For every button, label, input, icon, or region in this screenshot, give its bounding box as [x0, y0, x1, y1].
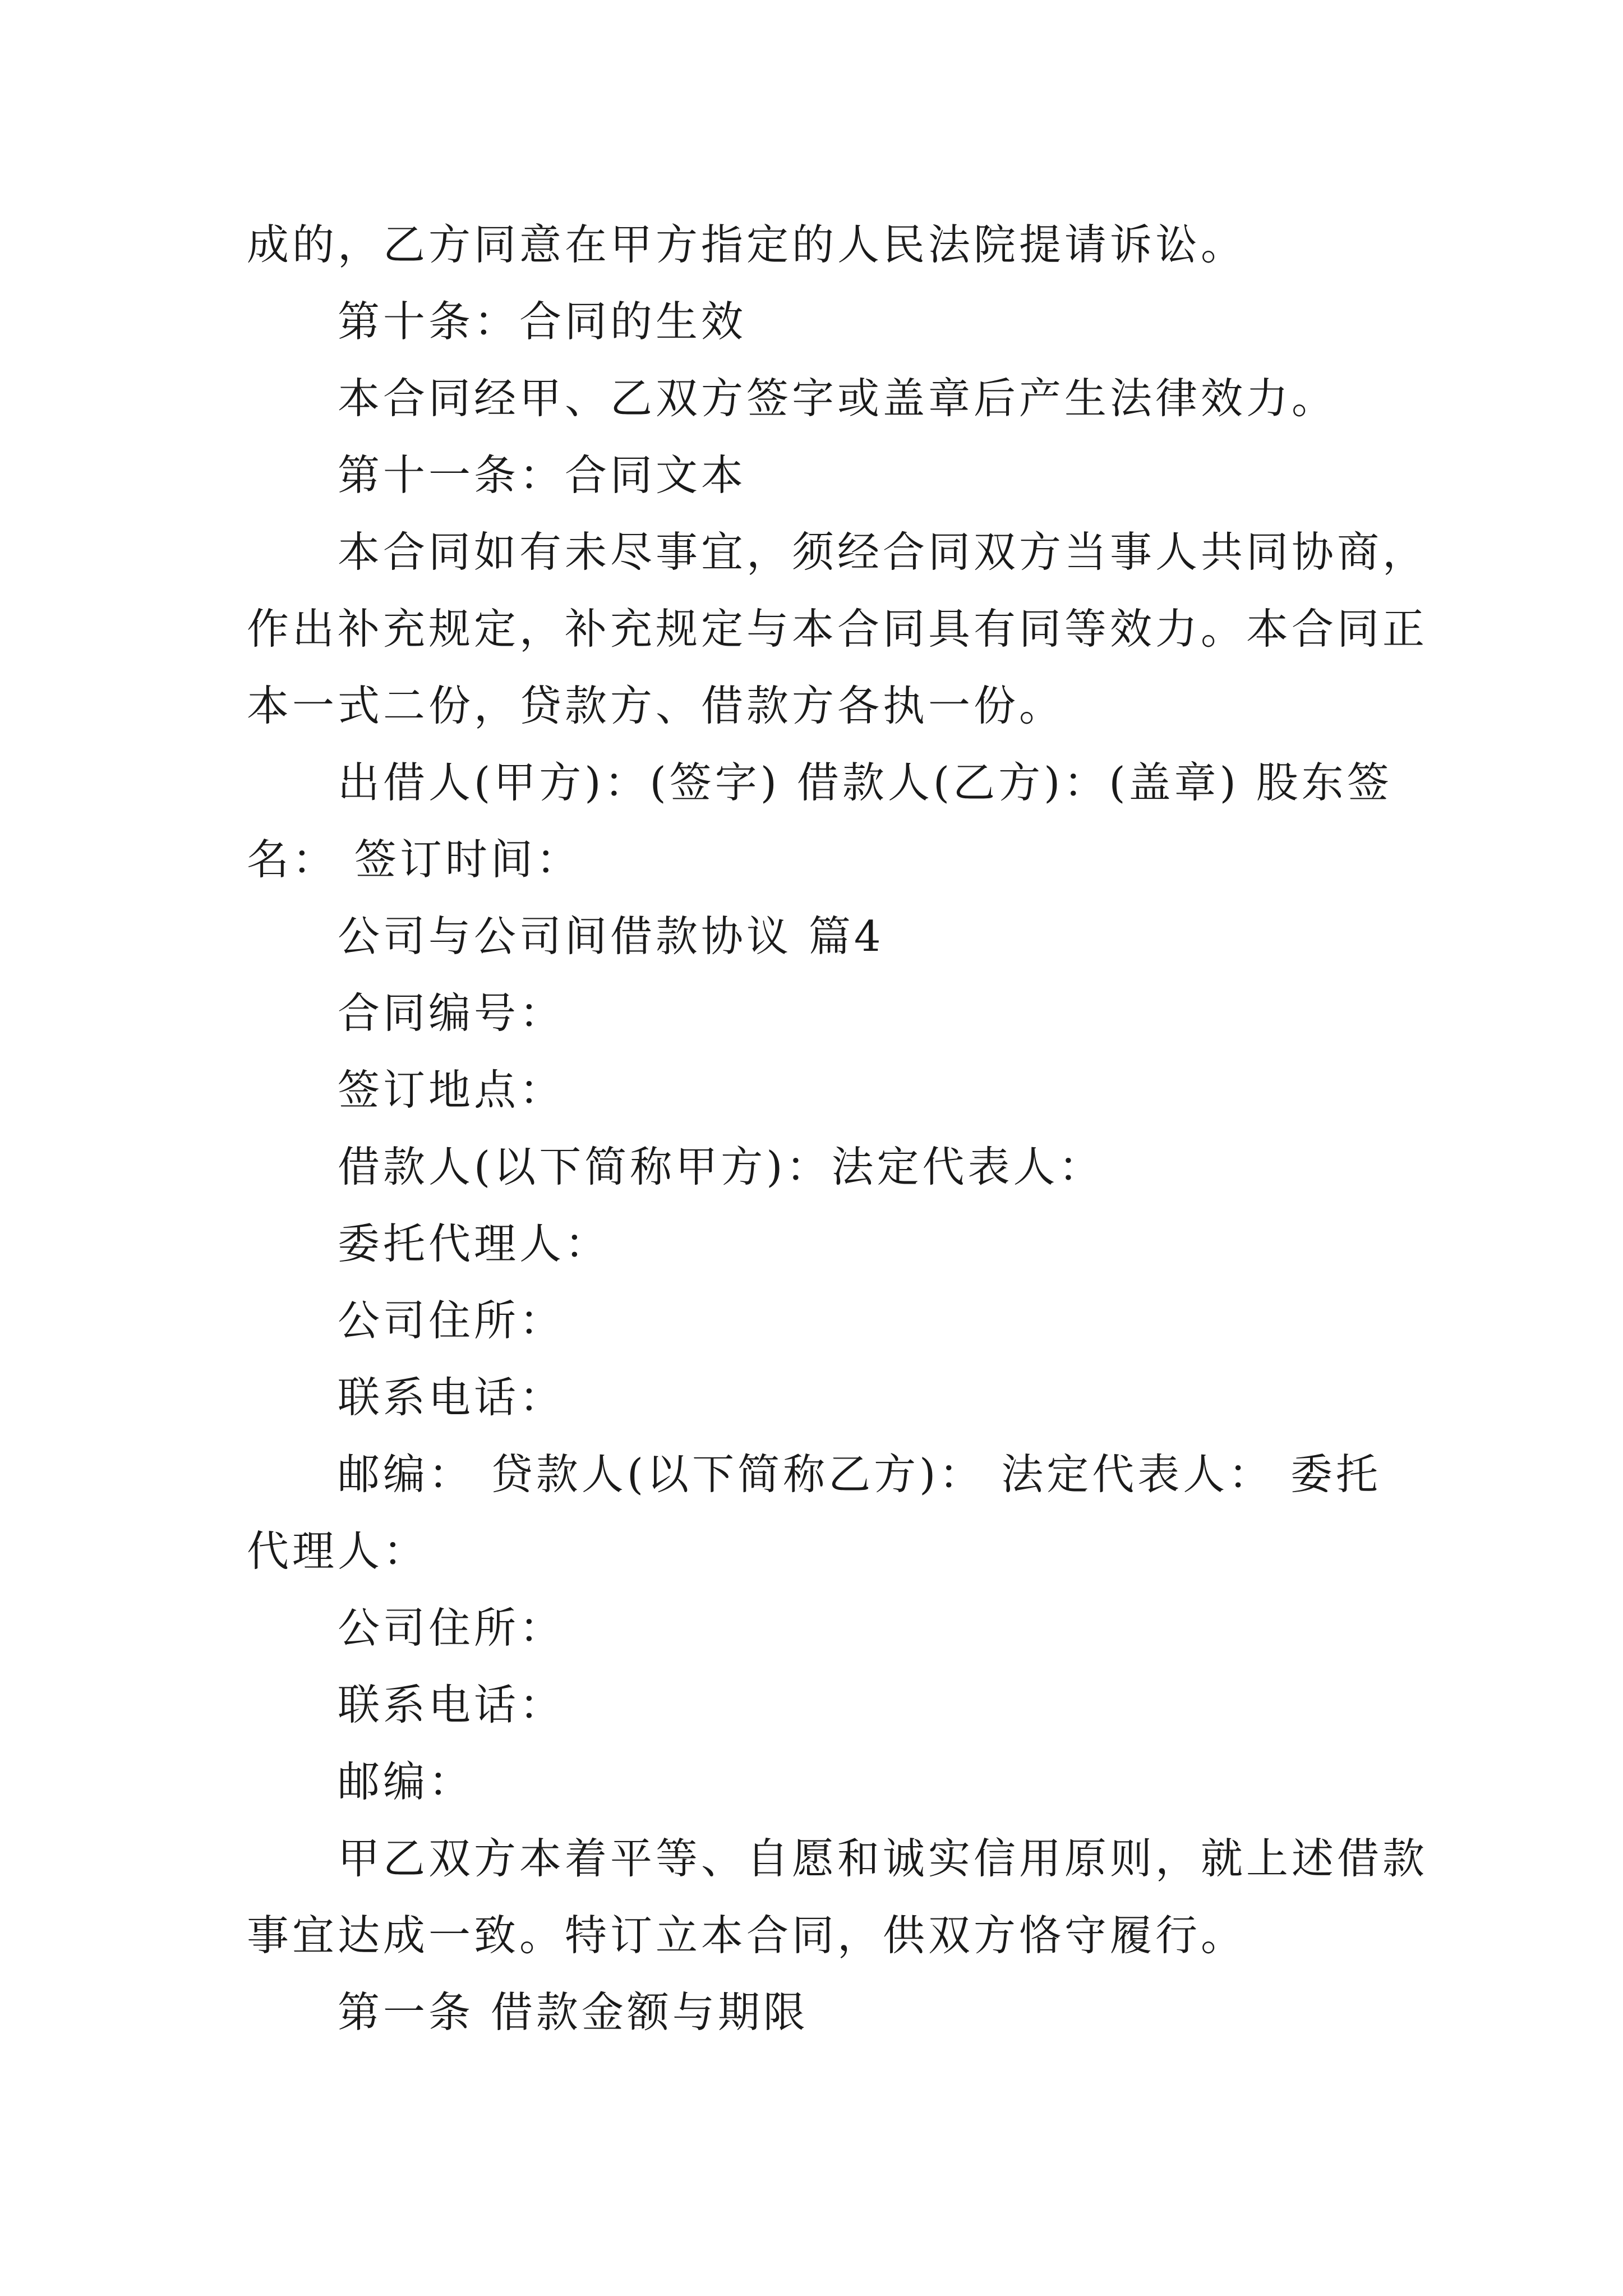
borrower-field: 借款人(以下简称甲方)：法定代表人：	[338, 1142, 1104, 1191]
address-field: 公司住所：	[338, 1603, 565, 1653]
contract-number-field: 合同编号：	[338, 988, 565, 1038]
document-body	[247, 206, 1428, 2051]
text-line: 作出补充规定，补充规定与本合同具有同等效力。本合同正	[247, 604, 1428, 654]
signature-line: 名： 签订时间：	[247, 835, 582, 884]
agent-field: 代理人：	[247, 1526, 429, 1576]
text-line: 事宜达成一致。特订立本合同，供双方恪守履行。	[247, 1911, 1247, 1960]
address-field: 公司住所：	[338, 1296, 565, 1345]
agent-field: 委托代理人：	[338, 1219, 611, 1268]
text-line: 成的，乙方同意在甲方指定的人民法院提请诉讼。	[247, 220, 1247, 269]
phone-field: 联系电话：	[338, 1373, 565, 1422]
section-heading-article-10: 第十条：合同的生效	[338, 297, 747, 346]
postcode-field: 邮编：	[338, 1757, 474, 1806]
section-heading-article-1: 第一条 借款金额与期限	[338, 1987, 809, 2037]
lender-field: 邮编： 贷款人(以下简称乙方)： 法定代表人： 委托	[338, 1450, 1382, 1499]
text-line: 本合同如有未尽事宜，须经合同双方当事人共同协商，	[338, 527, 1428, 577]
section-heading-article-11: 第十一条：合同文本	[338, 450, 747, 500]
text-line: 本合同经甲、乙双方签字或盖章后产生法律效力。	[338, 374, 1338, 423]
text-line: 甲乙双方本着平等、自愿和诚实信用原则，就上述借款	[338, 1834, 1428, 1883]
agreement-title: 公司与公司间借款协议 篇4	[338, 912, 884, 961]
text-line: 本一式二份，贷款方、借款方各执一份。	[247, 681, 1065, 730]
signing-place-field: 签订地点：	[338, 1065, 565, 1115]
phone-field: 联系电话：	[338, 1680, 565, 1729]
signature-line: 出借人(甲方)：(签字) 借款人(乙方)：(盖章) 股东签	[338, 758, 1393, 807]
